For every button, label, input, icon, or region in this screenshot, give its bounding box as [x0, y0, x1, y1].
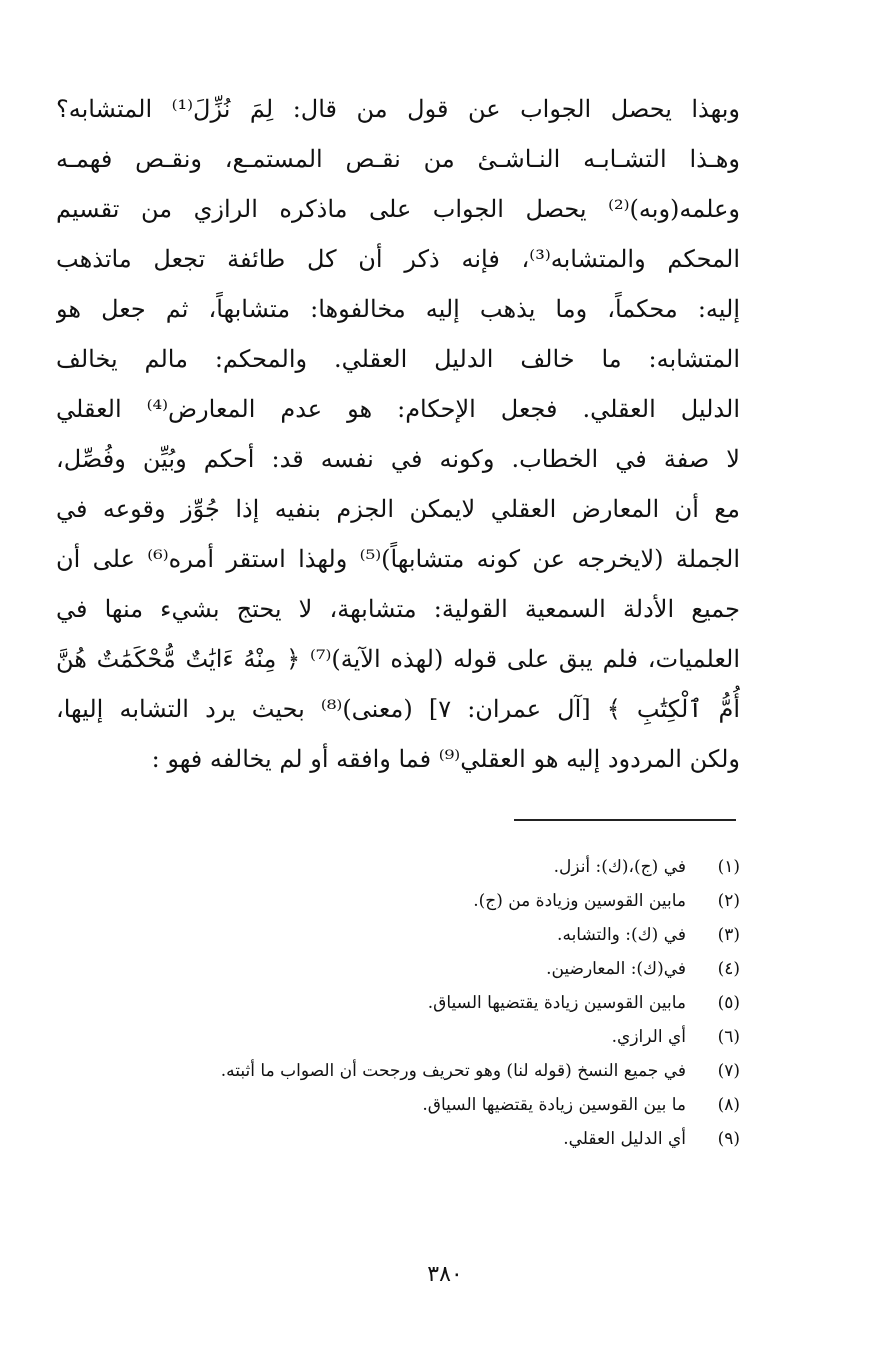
- footnote-text: ما بين القوسين زيادة يقتضيها السياق.: [422, 1095, 686, 1115]
- footnote-item: [90, 884, 740, 918]
- footnote-number: (٥): [717, 993, 740, 1013]
- body-line: جميع الأدلة السمعية القولية: متشابهة، لا يحتج بشيء منها في: [56, 595, 740, 623]
- footnote-item: [90, 1088, 740, 1122]
- footnote-item: [90, 1020, 740, 1054]
- body-line: ولكن المردود إليه هو العقلي⁽⁹⁾ فما وافقه أو لم يخالفه فهو :: [151, 745, 740, 773]
- main-body-text: [56, 84, 740, 784]
- footnote-item: [90, 1122, 740, 1156]
- body-line: مع أن المعارض العقلي لايمكن الجزم بنفيه إذا جُوِّز وقوعه في: [56, 495, 740, 523]
- footnote-text: أي الرازي.: [611, 1027, 686, 1047]
- footnote-text: في(ك): المعارضين.: [546, 959, 686, 979]
- body-line: وعلمه(وبه)⁽²⁾ يحصل الجواب على ماذكره الرازي من تقسيم: [56, 195, 740, 223]
- body-line: الجملة (لايخرجه عن كونه متشابهاً)⁽⁵⁾ ولهذا استقر أمره⁽⁶⁾ على أن: [56, 545, 740, 573]
- footnote-number: (٤): [717, 959, 740, 979]
- footnote-text: أي الدليل العقلي.: [563, 1129, 686, 1149]
- footnote-item: [90, 918, 740, 952]
- footnote-number: (٣): [717, 925, 740, 945]
- body-line: وهـذا التشـابـه النـاشـئ من نقـص المستمـع، ونقـص فهمـه: [56, 145, 740, 173]
- body-line: إليه: محكماً، وما يذهب إليه مخالفوها: متشابهاً، ثم جعل هو: [56, 295, 740, 323]
- footnote-text: مابين القوسين وزيادة من (ج).: [473, 891, 686, 911]
- footnote-text: في (ك): والتشابه.: [557, 925, 686, 945]
- body-line: أُمُّ ٱلْكِتَٰبِ ﴾ [آل عمران: ٧] (معنى)⁽⁸⁾ بحيث يرد التشابه إليها،: [56, 695, 740, 723]
- footnote-text: في جميع النسخ (قوله لنا) وهو تحريف ورجحت أن الصواب ما أثبته.: [220, 1061, 686, 1081]
- page-number: ٣٨٠: [427, 1262, 463, 1287]
- footnotes-list: [90, 850, 740, 1156]
- body-line: وبهذا يحصل الجواب عن قول من قال: لِمَ نُزِّلَ⁽¹⁾ المتشابه؟: [56, 95, 740, 123]
- footnote-number: (١): [717, 857, 740, 877]
- footnote-item: [90, 1054, 740, 1088]
- footnote-item: [90, 850, 740, 884]
- footnote-number: (٧): [717, 1061, 740, 1081]
- footnote-number: (٨): [717, 1095, 740, 1115]
- footnote-text: مابين القوسين زيادة يقتضيها السياق.: [427, 993, 686, 1013]
- body-line: العلميات، فلم يبق على قوله (لهذه الآية)⁽⁷⁾ ﴿ مِنْهُ ءَايَٰتٌ مُّحْكَمَٰتٌ هُنَّ: [56, 645, 740, 673]
- footnote-item: [90, 986, 740, 1020]
- body-line: الدليل العقلي. فجعل الإحكام: هو عدم المعارض⁽⁴⁾ العقلي: [56, 395, 740, 423]
- footnote-separator: [514, 819, 736, 821]
- footnote-number: (٢): [717, 891, 740, 911]
- body-line: لا صفة في الخطاب. وكونه في نفسه قد: أحكم وبُيِّن وفُصِّل،: [56, 445, 740, 473]
- footnote-item: [90, 952, 740, 986]
- footnote-number: (٦): [717, 1027, 740, 1047]
- footnote-number: (٩): [717, 1129, 740, 1149]
- body-line: المحكم والمتشابه⁽³⁾، فإنه ذكر أن كل طائفة تجعل ماتذهب: [56, 245, 740, 273]
- body-line: المتشابه: ما خالف الدليل العقلي. والمحكم: مالم يخالف: [56, 345, 740, 373]
- footnote-text: في (ج)،(ك): أنزل.: [553, 857, 686, 877]
